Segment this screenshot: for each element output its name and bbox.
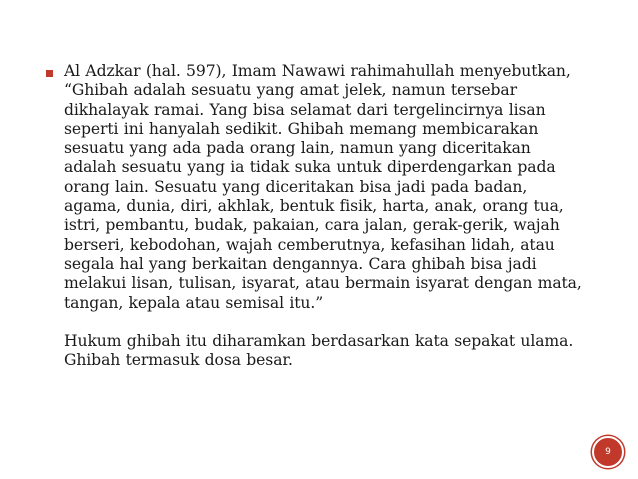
- page-number-badge: [592, 436, 624, 468]
- page-number: 9: [605, 447, 611, 457]
- ruling-paragraph: Hukum ghibah itu diharamkan berdasarkan kata sepakat ulama. Ghibah termasuk dosa besar.: [64, 331, 574, 370]
- quote-paragraph: Al Adzkar (hal. 597), Imam Nawawi rahimahullah menyebutkan, “Ghibah adalah sesuatu yang amat jelek, namun tersebar dikhalayak ramai. Yang bisa selamat dari tergelincirnya lisan seperti ini hanyalah sedikit. Ghibah memang membicarakan sesuatu yang ada pada orang lain, namun yang diceritakan adalah sesuatu yang ia tidak suka untuk diperdengarkan pada orang lain. Sesuatu yang diceritakan bisa jadi pada badan, agama, dunia, diri, akhlak, bentuk fisik, harta, anak, orang tua, istri, pembantu, budak, pakaian, cara jalan, gerak-gerik, wajah berseri, kebodohan, wajah cemberutnya, kefasihan lidah, atau segala hal yang berkaitan dengannya. Cara ghibah bisa jadi melakui lisan, tulisan, isyarat, atau bermain isyarat dengan mata, tangan, kepala atau semisal itu.”: [64, 62, 582, 312]
- square-bullet-icon: [46, 70, 53, 77]
- slide-content: [44, 62, 584, 370]
- bullet-item: [44, 62, 584, 370]
